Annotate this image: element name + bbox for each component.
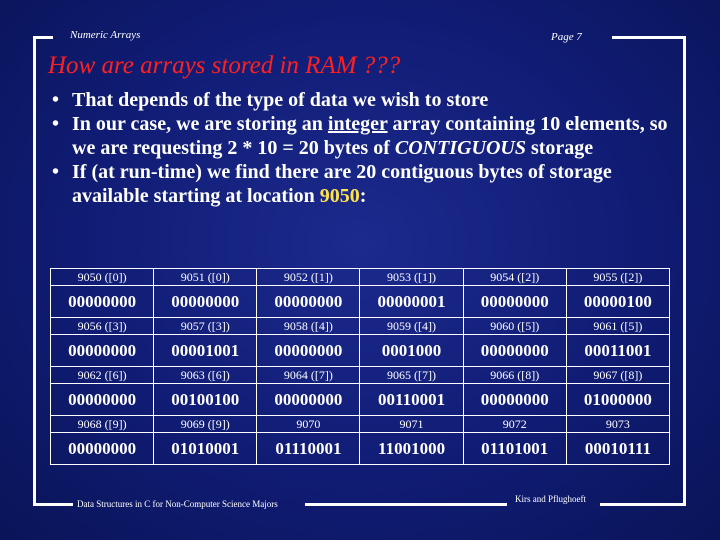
value-cell: 01110001 — [257, 433, 360, 465]
value-row — [51, 335, 670, 367]
footer-course: Data Structures in C for Non-Computer Science Majors — [77, 499, 278, 509]
value-cell: 01010001 — [154, 433, 257, 465]
address-cell: 9068 ([9]) — [51, 416, 154, 433]
value-cell: 00100100 — [154, 384, 257, 416]
bullet-item — [52, 88, 692, 112]
value-cell: 00000000 — [51, 384, 154, 416]
address-row — [51, 367, 670, 384]
bullet-item — [52, 112, 692, 160]
bullet-dot: • — [52, 161, 60, 183]
bullet-text: That depends of the type of data we wish to store — [72, 89, 489, 111]
value-cell: 00000000 — [51, 335, 154, 367]
frame-line — [33, 36, 36, 506]
value-row — [51, 384, 670, 416]
address-cell: 9056 ([3]) — [51, 318, 154, 335]
bullet-dot: • — [52, 113, 60, 135]
address-cell: 9073 — [566, 416, 669, 433]
value-cell: 0001000 — [360, 335, 463, 367]
bullet-item — [52, 160, 692, 208]
value-cell: 00000000 — [257, 335, 360, 367]
address-cell: 9071 — [360, 416, 463, 433]
frame-line — [612, 36, 686, 39]
address-cell: 9051 ([0]) — [154, 269, 257, 286]
value-cell: 00000000 — [257, 286, 360, 318]
address-cell: 9069 ([9]) — [154, 416, 257, 433]
bullet-text: If (at run-time) we find there are 20 contiguous bytes of storage available starting at location — [72, 161, 612, 207]
bullet-text: : — [359, 185, 367, 207]
address-cell: 9050 ([0]) — [51, 269, 154, 286]
value-cell: 01101001 — [463, 433, 566, 465]
memory-table — [50, 268, 670, 465]
value-row — [51, 286, 670, 318]
header-left: Numeric Arrays — [70, 29, 141, 41]
slide-title: How are arrays stored in RAM ??? — [48, 52, 401, 79]
value-cell: 00000000 — [463, 335, 566, 367]
value-cell: 01000000 — [566, 384, 669, 416]
footer-authors: Kirs and Pflughoeft — [515, 494, 586, 504]
address-cell: 9063 ([6]) — [154, 367, 257, 384]
address-cell: 9054 ([2]) — [463, 269, 566, 286]
bullet-text: array containing 10 elements, so we are requesting 2 * 10 = 20 bytes of — [72, 113, 668, 159]
address-cell: 9067 ([8]) — [566, 367, 669, 384]
address-cell: 9070 — [257, 416, 360, 433]
value-cell: 00000001 — [360, 286, 463, 318]
bullet-dot: • — [52, 89, 60, 111]
address-row — [51, 318, 670, 335]
value-cell: 00000000 — [257, 384, 360, 416]
address-cell: 9064 ([7]) — [257, 367, 360, 384]
frame-line — [33, 503, 73, 506]
value-cell: 00000000 — [51, 286, 154, 318]
address-row — [51, 416, 670, 433]
value-cell: 00000000 — [51, 433, 154, 465]
address-cell: 9057 ([3]) — [154, 318, 257, 335]
address-cell: 9066 ([8]) — [463, 367, 566, 384]
frame-line — [33, 36, 53, 39]
address-cell: 9058 ([4]) — [257, 318, 360, 335]
frame-line — [600, 503, 686, 506]
value-row — [51, 433, 670, 465]
address-cell: 9052 ([1]) — [257, 269, 360, 286]
value-cell: 00010111 — [566, 433, 669, 465]
address-cell: 9065 ([7]) — [360, 367, 463, 384]
address-row — [51, 269, 670, 286]
bullet-underlined: integer — [327, 113, 388, 135]
value-cell: 00110001 — [360, 384, 463, 416]
value-cell: 00000000 — [463, 384, 566, 416]
bullet-italic: CONTIGUOUS — [394, 137, 526, 159]
value-cell: 00000000 — [154, 286, 257, 318]
address-cell: 9062 ([6]) — [51, 367, 154, 384]
page-number: Page 7 — [551, 31, 582, 43]
address-cell: 9059 ([4]) — [360, 318, 463, 335]
address-cell: 9060 ([5]) — [463, 318, 566, 335]
address-cell: 9072 — [463, 416, 566, 433]
value-cell: 00000100 — [566, 286, 669, 318]
bullet-text: storage — [525, 137, 594, 159]
bullet-list — [52, 88, 692, 208]
address-cell: 9061 ([5]) — [566, 318, 669, 335]
value-cell: 00000000 — [463, 286, 566, 318]
value-cell: 00011001 — [566, 335, 669, 367]
bullet-highlight: 9050 — [319, 185, 360, 207]
bullet-text: In our case, we are storing an — [72, 113, 328, 135]
address-cell: 9053 ([1]) — [360, 269, 463, 286]
address-cell: 9055 ([2]) — [566, 269, 669, 286]
value-cell: 11001000 — [360, 433, 463, 465]
value-cell: 00001001 — [154, 335, 257, 367]
frame-line — [305, 503, 507, 506]
